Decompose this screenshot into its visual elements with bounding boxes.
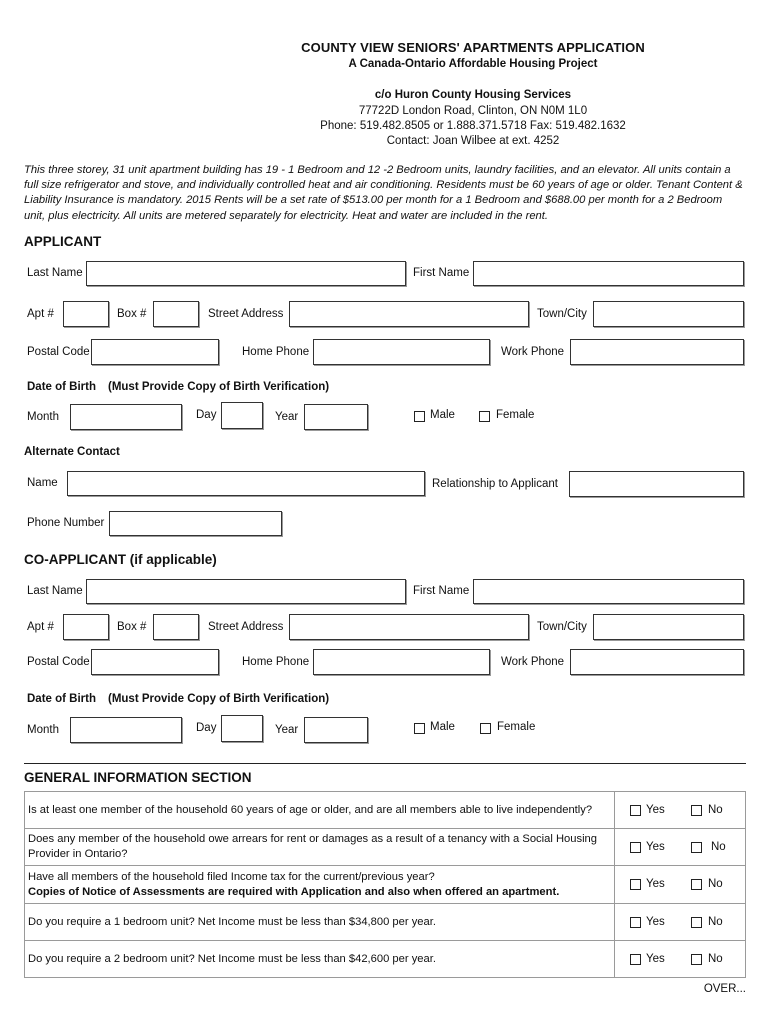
co-day-label: Day (196, 722, 217, 734)
applicant-male-label: Male (430, 409, 455, 421)
applicant-day-field[interactable] (221, 402, 263, 429)
applicant-street-label: Street Address (208, 308, 284, 320)
co-apt-label: Apt # (27, 621, 54, 633)
applicant-town-field[interactable] (593, 301, 744, 327)
co-apt-field[interactable] (63, 614, 109, 640)
form-title: COUNTY VIEW SENIORS' APARTMENTS APPLICATION (301, 40, 645, 55)
applicant-year-field[interactable] (304, 404, 368, 430)
co-town-field[interactable] (593, 614, 744, 640)
co-first-name-label: First Name (413, 585, 470, 597)
yes-label: Yes (646, 841, 665, 853)
co-male-label: Male (430, 721, 455, 733)
section-divider (24, 763, 746, 764)
applicant-home-phone-label: Home Phone (242, 346, 310, 358)
co-postal-label: Postal Code (27, 656, 90, 668)
q2-yes-checkbox[interactable] (630, 842, 641, 853)
yes-label: Yes (646, 878, 665, 890)
yes-label: Yes (646, 916, 665, 928)
co-dob-label: Date of Birth (27, 693, 96, 705)
co-work-phone-label: Work Phone (501, 656, 565, 668)
intro-paragraph: This three storey, 31 unit apartment building has 19 - 1 Bedroom and 12 -2 Bedroom units, laundry facilities, and an elevator. All units contain a full size refrigerator and stove, and individually controlled heat and air conditioning. Residents must be 60 years of age or older. Tenant Content & Liability Insurance is mandatory. 2015 Rents will be a set rate of $513.00 per month for a 1 Bedroom and $688.00 per month for a 2 Bedroom unit, plus electricity. All units are metered separately for electricity. Heat and water are included in the rent. (24, 164, 743, 222)
question-text: Is at least one member of the household 60 years of age or older, and are all members able to live independently? (25, 792, 615, 829)
co-street-label: Street Address (208, 621, 284, 633)
q3-yes-checkbox[interactable] (630, 879, 641, 890)
alternate-phone-field[interactable] (109, 511, 282, 536)
no-label: No (708, 804, 723, 816)
question-row (25, 904, 746, 941)
no-label: No (708, 953, 723, 965)
applicant-town-label: Town/City (537, 308, 587, 320)
applicant-box-label: Box # (117, 308, 147, 320)
applicant-day-label: Day (196, 409, 217, 421)
alternate-name-label: Name (27, 477, 58, 489)
co-month-label: Month (27, 724, 59, 736)
applicant-last-name-field[interactable] (86, 261, 406, 286)
alternate-relationship-label: Relationship to Applicant (432, 478, 558, 490)
question-text: Have all members of the household filed Income tax for the current/previous year? (28, 870, 435, 883)
co-month-field[interactable] (70, 717, 182, 743)
co-male-checkbox[interactable] (414, 723, 425, 734)
applicant-female-label: Female (496, 409, 535, 421)
applicant-work-phone-label: Work Phone (501, 346, 565, 358)
applicant-dob-label: Date of Birth (27, 381, 96, 393)
applicant-heading: APPLICANT (24, 234, 102, 249)
applicant-year-label: Year (275, 411, 299, 423)
applicant-female-checkbox[interactable] (479, 411, 490, 422)
applicant-first-name-label: First Name (413, 267, 470, 279)
co-day-field[interactable] (221, 715, 263, 742)
q2-no-checkbox[interactable] (691, 842, 702, 853)
q3-no-checkbox[interactable] (691, 879, 702, 890)
applicant-male-checkbox[interactable] (414, 411, 425, 422)
co-female-label: Female (497, 721, 536, 733)
question-text: Do you require a 1 bedroom unit? Net Income must be less than $34,800 per year. (25, 904, 615, 941)
no-label: No (708, 916, 723, 928)
applicant-box-field[interactable] (153, 301, 199, 327)
applicant-month-field[interactable] (70, 404, 182, 430)
applicant-month-label: Month (27, 411, 59, 423)
address-line: 77722D London Road, Clinton, ON N0M 1L0 (358, 105, 588, 117)
question-row (25, 829, 746, 866)
applicant-work-phone-field[interactable] (570, 339, 744, 365)
alternate-phone-label: Phone Number (27, 517, 105, 529)
no-label: No (711, 841, 726, 853)
yes-label: Yes (646, 804, 665, 816)
q4-yes-checkbox[interactable] (630, 917, 641, 928)
question-text: Does any member of the household owe arrears for rent or damages as a result of a tenancy with a Social Housing Provider in Ontario? (25, 829, 615, 866)
no-label: No (708, 878, 723, 890)
alternate-contact-heading: Alternate Contact (24, 446, 120, 458)
general-info-heading: GENERAL INFORMATION SECTION (24, 770, 252, 785)
question-text: Do you require a 2 bedroom unit? Net Income must be less than $42,600 per year. (25, 941, 615, 978)
general-info-table (24, 791, 746, 978)
co-street-field[interactable] (289, 614, 529, 640)
co-year-field[interactable] (304, 717, 368, 743)
applicant-home-phone-field[interactable] (313, 339, 490, 365)
alternate-name-field[interactable] (67, 471, 425, 496)
q4-no-checkbox[interactable] (691, 917, 702, 928)
applicant-postal-label: Postal Code (27, 346, 90, 358)
applicant-postal-field[interactable] (91, 339, 219, 365)
co-home-phone-field[interactable] (313, 649, 490, 675)
applicant-first-name-field[interactable] (473, 261, 744, 286)
co-last-name-field[interactable] (86, 579, 406, 604)
question-row (25, 866, 746, 904)
applicant-street-field[interactable] (289, 301, 529, 327)
co-dob-note: (Must Provide Copy of Birth Verification) (108, 693, 330, 705)
applicant-last-name-label: Last Name (27, 267, 83, 279)
q5-yes-checkbox[interactable] (630, 954, 641, 965)
co-female-checkbox[interactable] (480, 723, 491, 734)
co-year-label: Year (275, 724, 299, 736)
co-box-field[interactable] (153, 614, 199, 640)
co-box-label: Box # (117, 621, 147, 633)
question-note: Copies of Notice of Assessments are required with Application and also when offered an apartment. (28, 885, 560, 898)
alternate-relationship-field[interactable] (569, 471, 744, 497)
q1-no-checkbox[interactable] (691, 805, 702, 816)
co-work-phone-field[interactable] (570, 649, 744, 675)
co-postal-field[interactable] (91, 649, 219, 675)
applicant-dob-note: (Must Provide Copy of Birth Verification) (108, 381, 330, 393)
applicant-apt-label: Apt # (27, 308, 54, 320)
co-first-name-field[interactable] (473, 579, 744, 604)
co-town-label: Town/City (537, 621, 587, 633)
q5-no-checkbox[interactable] (691, 954, 702, 965)
contact-line: Contact: Joan Wilbee at ext. 4252 (386, 135, 560, 147)
care-of-line: c/o Huron County Housing Services (374, 89, 572, 101)
question-row (25, 792, 746, 829)
form-subtitle: A Canada-Ontario Affordable Housing Project (348, 58, 598, 70)
q1-yes-checkbox[interactable] (630, 805, 641, 816)
co-home-phone-label: Home Phone (242, 656, 310, 668)
applicant-apt-field[interactable] (63, 301, 109, 327)
yes-label: Yes (646, 953, 665, 965)
co-applicant-heading: CO-APPLICANT (if applicable) (24, 552, 217, 567)
over-page-indicator: OVER... (703, 983, 746, 995)
co-last-name-label: Last Name (27, 585, 83, 597)
phone-fax-line: Phone: 519.482.8505 or 1.888.371.5718 Fax: 519.482.1632 (320, 120, 626, 132)
question-row (25, 941, 746, 978)
